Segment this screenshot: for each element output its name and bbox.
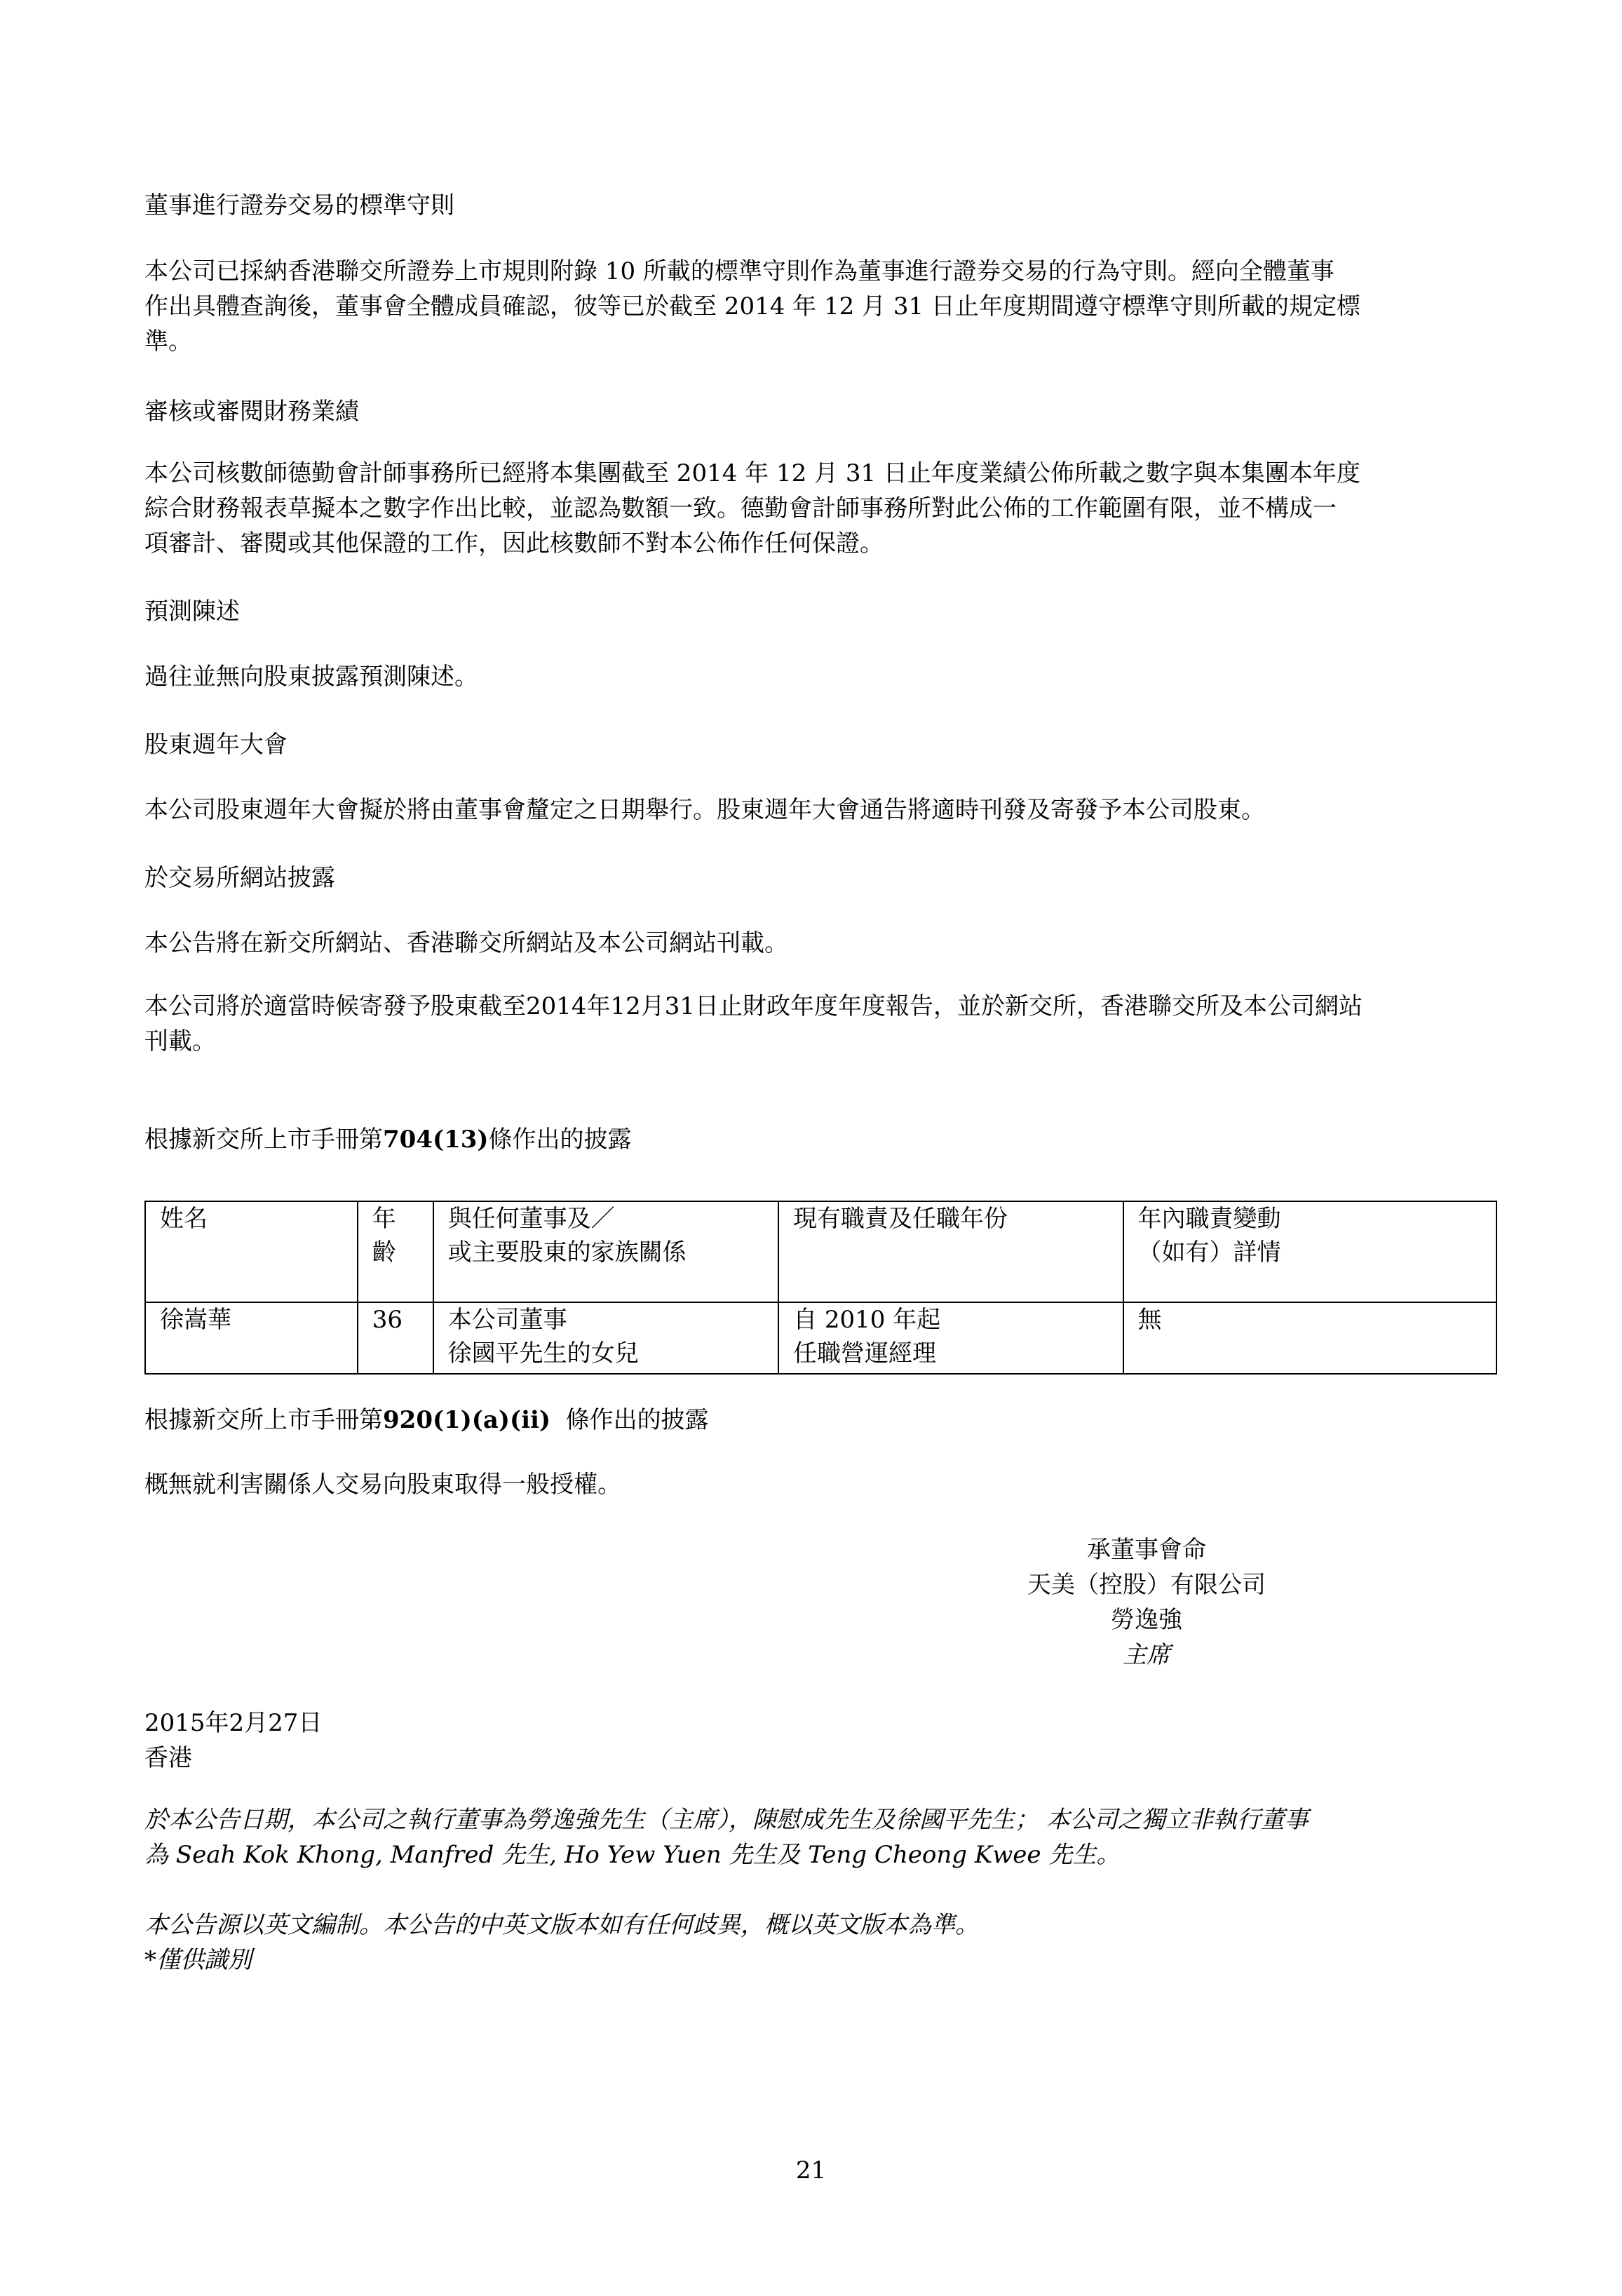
cell-family-relationship: 本公司董事 徐國平先生的女兒 — [433, 1302, 778, 1374]
paragraph-agm — [144, 792, 1498, 828]
chairman-name: 勞逸強 — [1111, 1606, 1182, 1634]
paragraph-website-1 — [144, 926, 1498, 961]
heading-rule-number: 920(1)(a)(ii) — [383, 1406, 551, 1434]
header-cell-current-position: 現有職責及任職年份 — [778, 1201, 1123, 1302]
header-cell-duty-changes: 年內職責變動 （如有）詳情 — [1123, 1201, 1496, 1302]
paragraph-website-2 — [144, 989, 1498, 1059]
header-cell-name: 姓名 — [145, 1201, 358, 1302]
heading-audit-review: 審核或審閱財務業績 — [144, 398, 359, 426]
paragraph-general-mandate — [144, 1467, 1498, 1502]
text-line: 於本公告日期，本公司之執行董事為勞逸強先生（主席），陳慰成先生及徐國平先生； 本公司之獨立非執行董事 — [144, 1806, 1309, 1834]
page-number: 21 — [795, 2156, 827, 2184]
text-line: 本公告源以英文編制。本公告的中英文版本如有任何歧異，概以英文版本為準。 — [144, 1911, 979, 1939]
identification-note: *僅供識別 — [144, 1946, 252, 1974]
text-line: 本公司已採納香港聯交所證券上市規則附錄 10 所載的標準守則作為董事進行證券交易的行為守則。經向全體董事 — [144, 257, 1334, 285]
paragraph-model-code — [144, 254, 1498, 359]
signature-by-order: 承董事會命 — [1087, 1536, 1206, 1564]
chairman-title: 主席 — [1123, 1641, 1170, 1669]
language-note — [144, 1907, 1498, 1978]
header-cell-age: 年齡 — [358, 1201, 433, 1302]
cell-current-position: 自 2010 年起 任職營運經理 — [778, 1302, 1123, 1374]
cell-name: 徐嵩華 — [145, 1302, 358, 1374]
text-line: 本公司將於適當時候寄發予股東截至2014年12月31日止財政年度年度報告，並於新交所，香港聯交所及本公司網站 — [144, 992, 1363, 1020]
text-line: 本公告將在新交所網站、香港聯交所網站及本公司網站刊載。 — [144, 929, 788, 957]
heading-text: 條作出的披露 — [488, 1126, 632, 1154]
heading-agm: 股東週年大會 — [144, 731, 288, 759]
signature-block — [901, 1532, 1392, 1673]
cell-age: 36 — [358, 1302, 433, 1374]
text-line: 作出具體查詢後，董事會全體成員確認，彼等已於截至 2014 年 12 月 31 日止年度期間遵守標準守則所載的規定標 — [144, 292, 1360, 320]
heading-rule-920 — [144, 1403, 709, 1438]
heading-text: 條作出的披露 — [550, 1406, 709, 1434]
date-place-block — [144, 1706, 1498, 1776]
announcement-place: 香港 — [144, 1744, 192, 1772]
heading-forecast: 預測陳述 — [144, 597, 240, 626]
text-line: 綜合財務報表草擬本之數字作出比較，並認為數額一致。德勤會計師事務所對此公佈的工作範圍有限，並不構成一 — [144, 494, 1337, 522]
heading-text: 根據新交所上市手冊第 — [144, 1126, 383, 1154]
heading-text: 根據新交所上市手冊第 — [144, 1406, 383, 1434]
text-line: 為 Seah Kok Khong, Manfred 先生, Ho Yew Yuen 先生及 Teng Cheong Kwee 先生。 — [144, 1841, 1121, 1869]
heading-rule-number: 704(13) — [383, 1126, 489, 1154]
paragraph-forecast — [144, 659, 1498, 694]
company-name: 天美（控股）有限公司 — [1027, 1571, 1266, 1599]
table-row — [145, 1302, 1496, 1374]
text-line: 刊載。 — [144, 1027, 216, 1055]
text-line: 本公司核數師德勤會計師事務所已經將本集團截至 2014 年 12 月 31 日止年度業績公佈所載之數字與本集團本年度 — [144, 459, 1360, 487]
disclosure-table — [144, 1201, 1497, 1375]
heading-model-code: 董事進行證券交易的標準守則 — [144, 191, 454, 220]
text-line: 過往並無向股東披露預測陳述。 — [144, 663, 478, 691]
heading-rule-704 — [144, 1122, 631, 1157]
announcement-date: 2015年2月27日 — [144, 1709, 323, 1737]
text-line: 本公司股東週年大會擬於將由董事會釐定之日期舉行。股東週年大會通告將適時刊發及寄發予本公司股東。 — [144, 796, 1265, 824]
text-line: 項審計、審閱或其他保證的工作，因此核數師不對本公佈作任何保證。 — [144, 529, 884, 558]
header-cell-family-relationship: 與任何董事及／ 或主要股東的家族關係 — [433, 1201, 778, 1302]
text-line: 概無就利害關係人交易向股東取得一般授權。 — [144, 1471, 621, 1499]
cell-duty-changes: 無 — [1123, 1302, 1496, 1374]
paragraph-audit-review — [144, 456, 1498, 561]
heading-website-disclosure: 於交易所網站披露 — [144, 864, 335, 892]
text-line: 準。 — [144, 327, 192, 356]
directors-note — [144, 1802, 1498, 1872]
table-header-row — [145, 1201, 1496, 1302]
